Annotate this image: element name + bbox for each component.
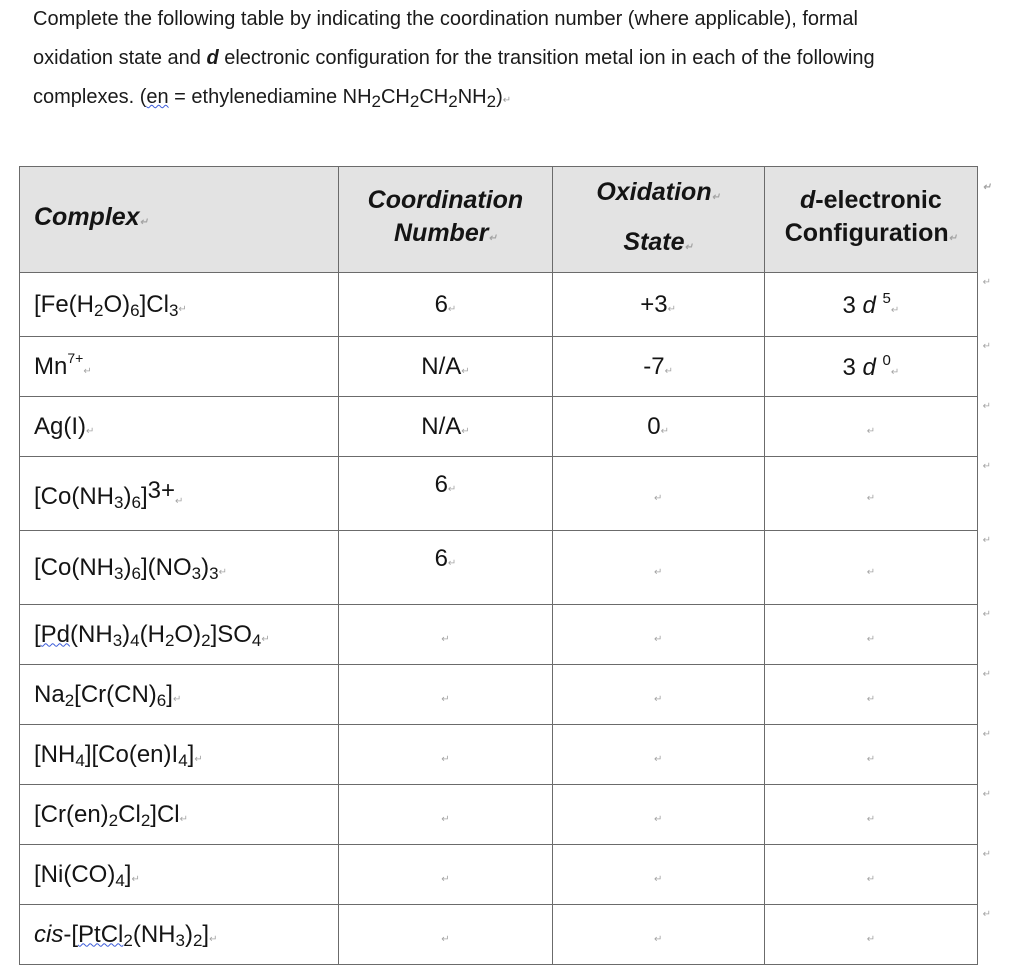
question-line-3-a: complexes. ( — [33, 86, 147, 108]
coordination-cell[interactable]: N/A↵ — [339, 397, 552, 457]
table-row — [20, 665, 978, 725]
question-text — [33, 0, 1018, 120]
table-header-row — [20, 167, 978, 273]
cell-mark-icon: ↵ — [488, 233, 497, 244]
config-cell[interactable] — [764, 397, 991, 457]
oxidation-cell[interactable] — [552, 457, 764, 531]
complex-cell: cis-$[PtCl_2(NH_3)_2]↵$ — [20, 905, 339, 965]
cell-mark-icon: ↵ — [653, 693, 663, 705]
cell-mark-icon: ↵ — [441, 933, 450, 945]
cell-mark-icon: ↵ — [890, 366, 900, 378]
sub: 2 — [486, 92, 497, 111]
config-cell[interactable] — [764, 605, 991, 665]
question-line-2-b: electronic configuration for the transition metal ion in each of the following — [218, 47, 875, 69]
coordination-cell[interactable]: N/A↵ — [339, 337, 552, 397]
row-end-mark-icon: ↵ — [982, 461, 991, 472]
cell-mark-icon: ↵ — [653, 873, 663, 885]
oxidation-cell[interactable] — [552, 605, 764, 665]
config-cell[interactable] — [764, 725, 991, 785]
table-row — [20, 531, 978, 605]
cell-mark-icon: ↵ — [131, 873, 140, 885]
coordination-cell[interactable]: 6↵ — [339, 273, 552, 337]
paragraph-mark-icon: ↵ — [502, 95, 512, 106]
cell-mark-icon: ↵ — [866, 633, 876, 645]
oxidation-cell[interactable]: -7↵ — [552, 337, 764, 397]
cell-mark-icon: ↵ — [83, 365, 92, 377]
complex-cell: Ag(I)↵ — [20, 397, 339, 457]
cell-mark-icon: ↵ — [866, 693, 876, 705]
complex-cell: $[Pd(NH_3)_4(H_2O)_2]SO_4↵$ — [20, 605, 339, 665]
cell-mark-icon: ↵ — [660, 425, 670, 437]
header-complex-label: Complex — [34, 202, 140, 231]
coordination-cell[interactable] — [339, 845, 552, 905]
cell-mark-icon: ↵ — [461, 425, 470, 437]
cell-mark-icon: ↵ — [447, 558, 457, 569]
cell-mark-icon: ↵ — [261, 633, 270, 645]
oxidation-cell[interactable] — [552, 785, 764, 845]
complex-cell: $[Cr(en)_2Cl_2]Cl↵$ — [20, 785, 339, 845]
cell-mark-icon: ↵ — [653, 813, 663, 825]
row-end-mark-icon: ↵ — [982, 401, 991, 412]
config-cell[interactable] — [764, 845, 991, 905]
config-cell[interactable] — [764, 457, 991, 531]
cell-mark-icon: ↵ — [441, 873, 450, 885]
cell-mark-icon: ↵ — [172, 693, 182, 705]
question-line-3-b: = ethylenediamine NH — [168, 86, 372, 108]
cell-mark-icon: ↵ — [194, 753, 203, 765]
cell-mark-icon: ↵ — [218, 566, 227, 578]
cell-mark-icon: ↵ — [866, 425, 876, 437]
oxidation-cell[interactable]: 0↵ — [552, 397, 764, 457]
config-cell[interactable] — [764, 905, 991, 965]
row-end-mark-icon: ↵ — [982, 789, 991, 800]
question-d-italic: d — [206, 47, 219, 69]
complex-cell: $[NH_4][Co(en)I_4]↵$ — [20, 725, 339, 785]
config-cell[interactable]: 3 d $^0$↵ ↵ — [764, 337, 977, 397]
row-end-mark-icon: ↵ — [982, 909, 991, 920]
cell-mark-icon: ↵ — [948, 233, 957, 244]
header-config-line1: -electronic — [815, 186, 942, 214]
header-oxidation — [552, 167, 764, 273]
table-row — [20, 905, 978, 965]
table-row — [20, 845, 978, 905]
row-end-mark-icon: ↵ — [982, 341, 991, 352]
header-oxidation-line2: State — [623, 227, 685, 256]
cell-mark-icon: ↵ — [139, 216, 148, 228]
complex-cell: $[Co(NH_3)_6]3+↵$ — [20, 457, 339, 531]
complex-cell: $Na_2[Cr(CN)_6]↵$ — [20, 665, 339, 725]
question-line-1-text: Complete the following table by indicating the coordination number (where applicable), formal — [33, 8, 858, 30]
oxidation-cell[interactable]: +3↵ — [552, 273, 764, 337]
config-cell[interactable] — [764, 665, 991, 725]
header-config — [764, 167, 991, 273]
coordination-cell[interactable] — [339, 605, 552, 665]
cell-mark-icon: ↵ — [711, 191, 720, 203]
config-cell[interactable] — [764, 785, 991, 845]
coordination-cell[interactable] — [339, 665, 552, 725]
header-config-line2: Configuration — [784, 219, 949, 247]
table-row — [20, 725, 978, 785]
row-end-mark-icon: ↵ — [982, 277, 991, 288]
en-word: en — [146, 86, 169, 108]
coordination-cell[interactable] — [339, 785, 552, 845]
question-line-2 — [33, 39, 1018, 78]
table-row — [20, 457, 978, 531]
row-end-mark-icon: ↵ — [982, 849, 991, 860]
header-oxidation-line1: Oxidation — [596, 177, 712, 206]
question-line-2-a: oxidation state and — [33, 47, 207, 69]
coordination-cell[interactable]: 6↵ — [339, 531, 552, 605]
cell-mark-icon: ↵ — [178, 303, 187, 315]
row-end-mark-icon: ↵ — [982, 609, 991, 620]
cell-mark-icon: ↵ — [684, 241, 693, 253]
row-end-mark-icon: ↵ — [982, 669, 991, 680]
cell-mark-icon: ↵ — [866, 753, 876, 765]
oxidation-cell[interactable] — [552, 665, 764, 725]
question-line-3 — [33, 78, 1018, 120]
cell-mark-icon: ↵ — [664, 365, 674, 377]
cell-mark-icon: ↵ — [653, 492, 663, 504]
table-row — [20, 605, 978, 665]
header-coordination-line1: Coordination — [367, 186, 524, 214]
cell-mark-icon: ↵ — [653, 933, 663, 945]
cell-mark-icon: ↵ — [179, 813, 189, 825]
config-cell[interactable]: 3 d $^5$↵ ↵ — [764, 273, 977, 337]
header-coordination — [339, 167, 552, 273]
cell-mark-icon: ↵ — [866, 873, 876, 885]
question-line-1 — [33, 0, 1018, 39]
cell-mark-icon: ↵ — [447, 484, 457, 495]
oxidation-cell[interactable] — [552, 725, 764, 785]
row-end-mark-icon: ↵ — [982, 182, 991, 193]
complexes-table — [19, 166, 991, 965]
cell-mark-icon: ↵ — [441, 633, 450, 645]
coordination-cell[interactable]: 6↵ — [339, 457, 552, 531]
table-row — [20, 397, 978, 457]
cell-mark-icon: ↵ — [653, 633, 663, 645]
row-end-mark-icon: ↵ — [982, 729, 991, 740]
row-end-mark-icon: ↵ — [982, 535, 991, 546]
cell-mark-icon: ↵ — [86, 425, 95, 437]
cell-mark-icon: ↵ — [890, 304, 900, 316]
cell-mark-icon: ↵ — [866, 933, 876, 945]
cell-mark-icon: ↵ — [447, 303, 457, 315]
cell-mark-icon: ↵ — [653, 753, 663, 765]
oxidation-cell[interactable] — [552, 845, 764, 905]
question-line-3-e: NH — [457, 86, 487, 108]
header-config-d: d — [800, 186, 816, 214]
complex-cell: $[Ni(CO)_4]↵$ — [20, 845, 339, 905]
config-cell[interactable] — [764, 531, 991, 605]
cell-mark-icon: ↵ — [441, 693, 450, 705]
question-line-3-d: CH — [419, 86, 449, 108]
oxidation-cell[interactable] — [552, 905, 764, 965]
complex-cell: $[Co(NH_3)_6](NO_3)_3↵$ — [20, 531, 339, 605]
cell-mark-icon: ↵ — [175, 495, 184, 507]
coordination-cell[interactable] — [339, 905, 552, 965]
complex-cell: $Mn^{7+}↵$ — [20, 337, 339, 397]
table-row — [20, 273, 978, 337]
table-row — [20, 785, 978, 845]
cell-mark-icon: ↵ — [866, 813, 876, 825]
coordination-cell[interactable] — [339, 725, 552, 785]
sub: 2 — [409, 92, 420, 111]
cell-mark-icon: ↵ — [441, 753, 450, 765]
sub: 2 — [448, 92, 458, 111]
cell-mark-icon: ↵ — [866, 566, 876, 578]
header-coordination-line2: Number — [394, 219, 489, 247]
question-line-3-c: CH — [380, 86, 410, 108]
cell-mark-icon: ↵ — [653, 566, 663, 578]
cell-mark-icon: ↵ — [209, 933, 218, 945]
question-line-3-f: ) — [496, 86, 503, 108]
cell-mark-icon: ↵ — [866, 492, 876, 504]
table-row — [20, 337, 978, 397]
header-complex — [20, 167, 339, 273]
oxidation-cell[interactable] — [552, 531, 764, 605]
complex-cell: $[Fe(H_2O)_6]Cl_3↵$ — [20, 273, 339, 337]
cell-mark-icon: ↵ — [461, 365, 470, 377]
cell-mark-icon: ↵ — [667, 303, 677, 315]
cell-mark-icon: ↵ — [441, 813, 450, 825]
sub: 2 — [371, 92, 381, 111]
